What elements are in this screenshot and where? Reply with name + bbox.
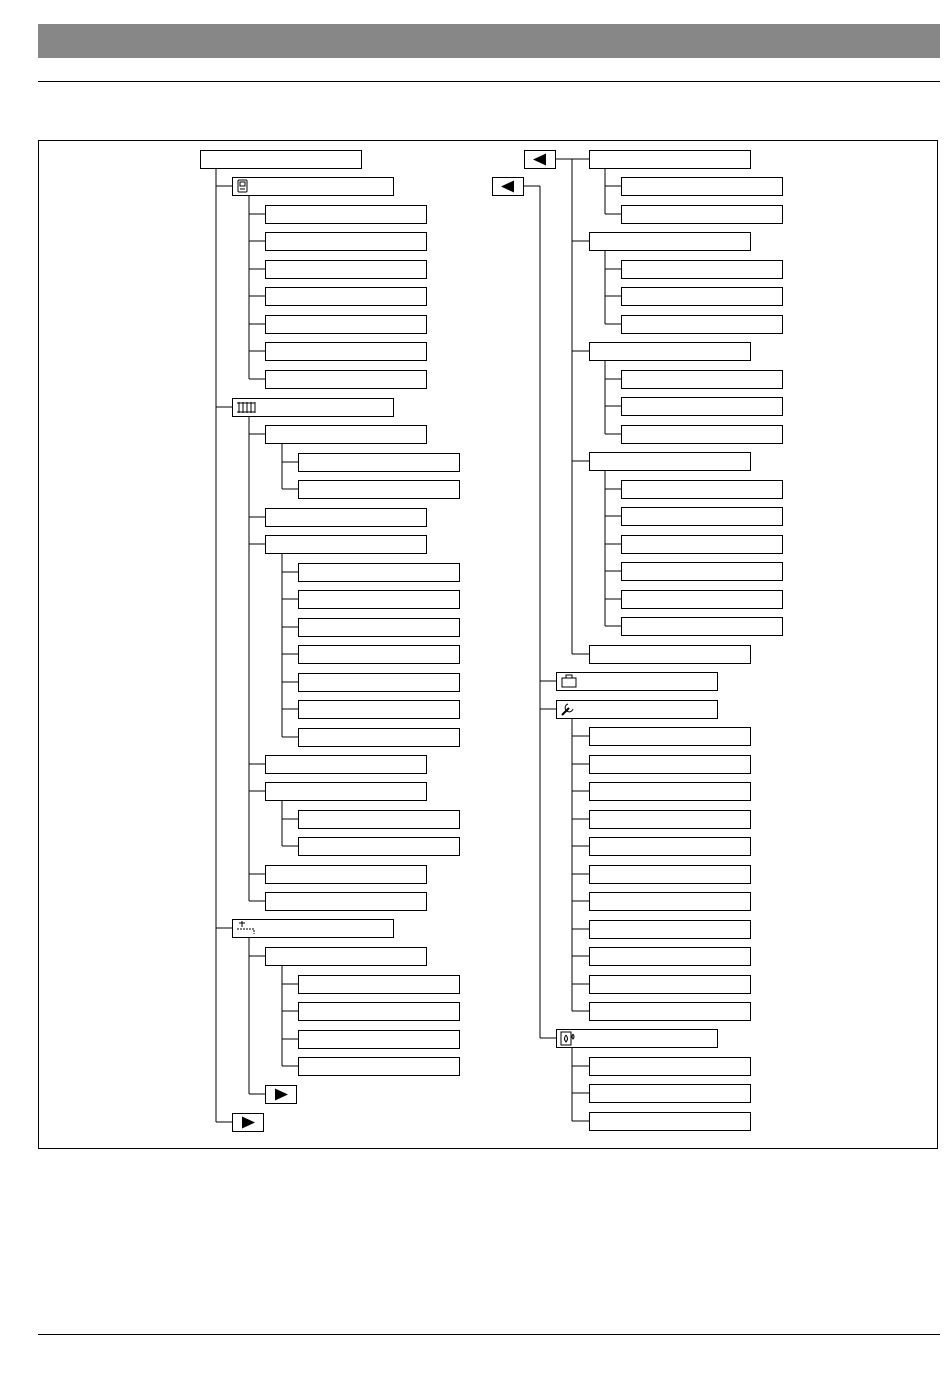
- menu-item-42[interactable]: [590, 453, 751, 471]
- menu-item-3[interactable]: [266, 261, 427, 279]
- menu-item-28[interactable]: [299, 1003, 460, 1021]
- footer-rule: [38, 1334, 940, 1335]
- menu-item-9[interactable]: [299, 454, 460, 472]
- root-menu-box[interactable]: [201, 151, 362, 169]
- menu-item-58[interactable]: [590, 948, 751, 966]
- menu-item-16[interactable]: [299, 646, 460, 664]
- menu-item-62[interactable]: [590, 1085, 751, 1103]
- section-room-unit[interactable]: [233, 178, 394, 196]
- menu-item-6[interactable]: [266, 343, 427, 361]
- menu-item-33[interactable]: [622, 206, 783, 224]
- menu-item-54[interactable]: [590, 838, 751, 856]
- menu-item-40[interactable]: [622, 398, 783, 416]
- menu-item-20[interactable]: [266, 756, 427, 774]
- menu-item-38[interactable]: [590, 343, 751, 361]
- menu-item-44[interactable]: [622, 508, 783, 526]
- section-fuel[interactable]: [557, 1030, 718, 1048]
- header-rule: [38, 81, 940, 82]
- menu-item-15[interactable]: [299, 619, 460, 637]
- menu-item-36[interactable]: [622, 288, 783, 306]
- menu-item-50[interactable]: [590, 728, 751, 746]
- menu-item-43[interactable]: [622, 481, 783, 499]
- menu-item-49[interactable]: [590, 646, 751, 664]
- section-holiday[interactable]: [557, 673, 718, 691]
- menu-item-61[interactable]: [590, 1058, 751, 1076]
- menu-item-26[interactable]: [266, 948, 427, 966]
- menu-item-53[interactable]: [590, 811, 751, 829]
- menu-item-63[interactable]: [590, 1113, 751, 1131]
- menu-item-37[interactable]: [622, 316, 783, 334]
- menu-item-17[interactable]: [299, 674, 460, 692]
- menu-item-48[interactable]: [622, 618, 783, 636]
- menu-item-11[interactable]: [266, 509, 427, 527]
- menu-item-59[interactable]: [590, 976, 751, 994]
- menu-item-10[interactable]: [299, 481, 460, 499]
- menu-item-19[interactable]: [299, 729, 460, 747]
- menu-item-41[interactable]: [622, 426, 783, 444]
- menu-item-39[interactable]: [622, 371, 783, 389]
- menu-item-30[interactable]: [299, 1058, 460, 1076]
- menu-item-4[interactable]: [266, 288, 427, 306]
- menu-tree: [39, 141, 939, 1150]
- menu-item-35[interactable]: [622, 261, 783, 279]
- menu-structure-frame: [38, 140, 938, 1149]
- header-bar: [38, 24, 940, 58]
- menu-item-7[interactable]: [266, 371, 427, 389]
- menu-item-18[interactable]: [299, 701, 460, 719]
- menu-item-5[interactable]: [266, 316, 427, 334]
- section-service[interactable]: [557, 701, 718, 719]
- menu-item-31[interactable]: [590, 151, 751, 169]
- menu-item-27[interactable]: [299, 976, 460, 994]
- menu-item-29[interactable]: [299, 1031, 460, 1049]
- menu-item-14[interactable]: [299, 591, 460, 609]
- menu-item-24[interactable]: [266, 866, 427, 884]
- menu-item-2[interactable]: [266, 233, 427, 251]
- menu-item-51[interactable]: [590, 756, 751, 774]
- section-heating[interactable]: [233, 399, 394, 417]
- menu-item-46[interactable]: [622, 563, 783, 581]
- menu-item-56[interactable]: [590, 893, 751, 911]
- menu-item-34[interactable]: [590, 233, 751, 251]
- menu-item-55[interactable]: [590, 866, 751, 884]
- menu-item-8[interactable]: [266, 426, 427, 444]
- menu-item-22[interactable]: [299, 811, 460, 829]
- section-hot-water[interactable]: [233, 920, 394, 938]
- menu-item-23[interactable]: [299, 838, 460, 856]
- menu-item-60[interactable]: [590, 1003, 751, 1021]
- menu-item-25[interactable]: [266, 893, 427, 911]
- menu-item-32[interactable]: [622, 178, 783, 196]
- menu-item-1[interactable]: [266, 206, 427, 224]
- menu-item-52[interactable]: [590, 783, 751, 801]
- menu-item-12[interactable]: [266, 536, 427, 554]
- menu-item-45[interactable]: [622, 536, 783, 554]
- menu-item-13[interactable]: [299, 564, 460, 582]
- menu-item-21[interactable]: [266, 783, 427, 801]
- menu-item-47[interactable]: [622, 591, 783, 609]
- menu-item-57[interactable]: [590, 921, 751, 939]
